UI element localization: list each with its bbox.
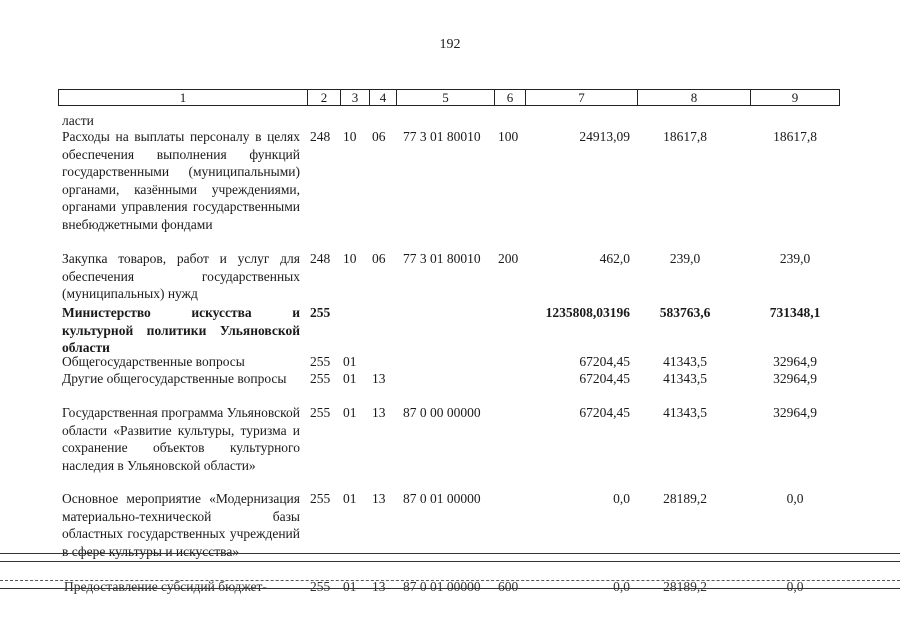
row-code: 255 [310, 371, 331, 386]
header-col-3: 3 [340, 90, 369, 105]
row-target: 87 0 01 00000 [403, 491, 481, 506]
row-section: 01 [343, 371, 357, 386]
row-description: Другие общегосударственные вопросы [62, 371, 287, 386]
cut-line [0, 561, 900, 562]
row-code: 255 [310, 354, 331, 369]
row-description: Закупка товаров, работ и услуг для обеспечения государственных (муниципальных) нужд [62, 251, 300, 301]
row-value-8: 41343,5 [663, 371, 707, 386]
row-value-8: 583763,6 [659, 305, 711, 320]
row-code: 248 [310, 129, 331, 144]
row-description: ласти [62, 113, 94, 128]
row-value-9: 18617,8 [773, 129, 817, 144]
row-value-8: 28189,2 [663, 579, 707, 594]
row-subsection: 06 [372, 251, 386, 266]
header-col-5: 5 [396, 90, 494, 105]
header-col-6: 6 [494, 90, 525, 105]
row-value-8: 18617,8 [663, 129, 707, 144]
row-target: 87 0 01 00000 [403, 579, 481, 594]
row-value-8: 41343,5 [663, 354, 707, 369]
header-col-9: 9 [750, 90, 839, 105]
row-description: Государственная программа Ульяновской области «Развитие культуры, туризма и сохранение объектов культурного наследия в Ульяновской области» [62, 405, 300, 473]
row-value-9: 32964,9 [773, 371, 817, 386]
row-section: 10 [343, 129, 357, 144]
row-section: 01 [343, 354, 357, 369]
header-col-8: 8 [637, 90, 750, 105]
row-value-7: 462,0 [599, 251, 630, 266]
row-target: 87 0 00 00000 [403, 405, 481, 420]
row-value-9: 0,0 [786, 579, 804, 594]
table-row [0, 578, 905, 596]
table-header [58, 89, 840, 106]
row-value-7: 67204,45 [579, 354, 630, 369]
cut-line [0, 553, 900, 554]
row-value-7: 1235808,03196 [545, 305, 630, 320]
row-value-8: 28189,2 [663, 491, 707, 506]
row-value-7: 67204,45 [579, 371, 630, 386]
row-subsection: 13 [372, 491, 386, 506]
row-code: 255 [310, 305, 331, 320]
header-col-1: 1 [179, 90, 187, 105]
row-type: 200 [498, 251, 519, 266]
row-value-7: 0,0 [613, 579, 630, 594]
row-target: 77 3 01 80010 [403, 251, 481, 266]
row-value-9: 0,0 [786, 491, 804, 506]
row-value-8: 239,0 [669, 251, 701, 266]
row-value-9: 32964,9 [773, 354, 817, 369]
row-description: Министерство искусства и культурной политики Ульяновской области [62, 305, 300, 355]
row-value-9: 239,0 [779, 251, 811, 266]
row-description: Основное мероприятие «Модернизация материально-технической базы областных государственных учреждений в сфере культуры и искусства» [62, 491, 300, 559]
row-code: 248 [310, 251, 331, 266]
row-section: 01 [343, 579, 357, 594]
row-value-7: 0,0 [613, 491, 630, 506]
row-value-7: 67204,45 [579, 405, 630, 420]
row-target: 77 3 01 80010 [403, 129, 481, 144]
header-col-4: 4 [369, 90, 396, 105]
row-type: 100 [498, 129, 519, 144]
row-subsection: 06 [372, 129, 386, 144]
row-subsection: 13 [372, 371, 386, 386]
row-subsection: 13 [372, 405, 386, 420]
row-description: Общегосударственные вопросы [62, 354, 245, 369]
row-section: 01 [343, 491, 357, 506]
header-col-2: 2 [307, 90, 340, 105]
row-subsection: 13 [372, 579, 386, 594]
row-value-9: 32964,9 [773, 405, 817, 420]
row-value-9: 731348,1 [769, 305, 821, 320]
header-col-7: 7 [525, 90, 637, 105]
row-value-7: 24913,09 [579, 129, 630, 144]
row-description: Предоставление субсидий бюджет- [64, 579, 267, 594]
page-number: 192 [439, 37, 461, 52]
row-code: 255 [310, 491, 331, 506]
row-code: 255 [310, 579, 331, 594]
row-section: 01 [343, 405, 357, 420]
row-code: 255 [310, 405, 331, 420]
row-section: 10 [343, 251, 357, 266]
row-description: Расходы на выплаты персоналу в целях обеспечения выполнения функций государственными (муниципальными) органами, казёнными учреждениями, органами управления государственными внебюджетными фондами [62, 129, 300, 232]
row-type: 600 [498, 579, 519, 594]
row-value-8: 41343,5 [663, 405, 707, 420]
